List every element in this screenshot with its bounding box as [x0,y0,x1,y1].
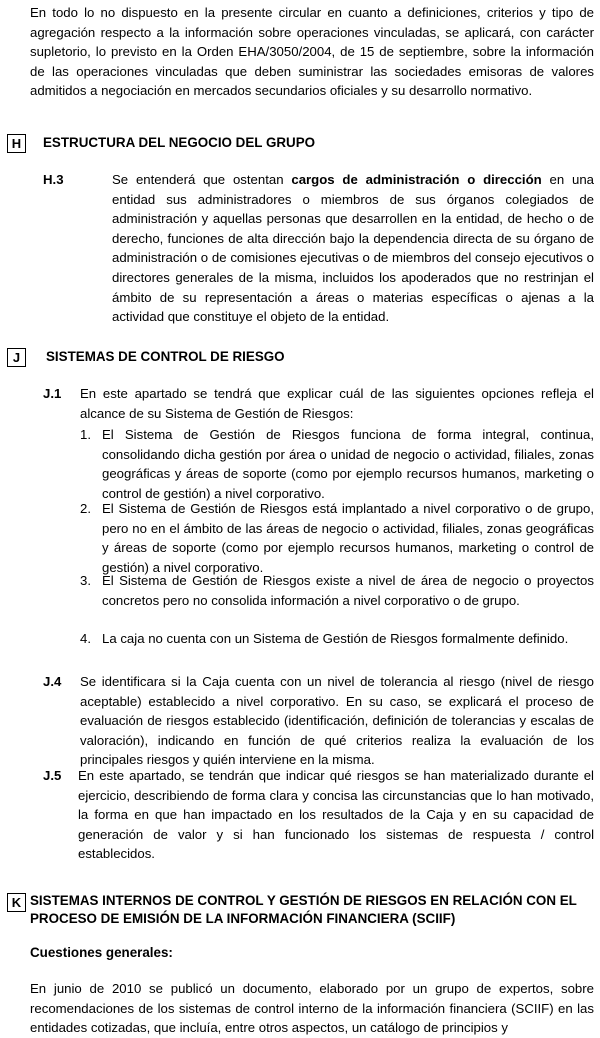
section-k-title: SISTEMAS INTERNOS DE CONTROL Y GESTIÓN DE RIESGOS EN RELACIÓN CON EL PROCESO DE EMISIÓN DE LA INFORMACIÓN FINANCIERA (SCIIF) [30,893,577,926]
section-k-letter-box: K [7,893,26,912]
intro-paragraph: En todo lo no dispuesto en la presente circular en cuanto a definiciones, criterios y tipo de agregación respecto a la información sobre operaciones vinculadas, se aplicará, con carácter supletorio, lo previsto en la Orden EHA/3050/2004, de 15 de septiembre, sobre la información de las operaciones vinculadas que deben suministrar las sociedades emisoras de valores admitidos a negociación en mercados secundarios oficiales y su desarrollo normativo. [30,5,594,99]
section-k-subheading: Cuestiones generales: [30,945,173,960]
option-1-text: El Sistema de Gestión de Riesgos funciona de forma integral, continua, consolidando dicha gestión por área o unidad de negocio o actividad, filiales, zonas geográficas y áreas de soporte (como por ejemplo recursos humanos, marketing o control de gestión) a nivel corporativo. [102,427,594,501]
option-2-text: El Sistema de Gestión de Riesgos está implantado a nivel corporativo o de grupo, pero no en el ámbito de las áreas de negocio o actividad, filiales, zonas geográficas y áreas de soporte (como por ejemplo recursos humanos, marketing o control de gestión) a nivel corporativo. [102,501,594,575]
option-3-text: El Sistema de Gestión de Riesgos existe a nivel de área de negocio o proyectos concretos pero no consolida información a nivel corporativo o de grupo. [102,573,594,608]
h3-text-after: en una entidad sus administradores o miembros de sus órganos colegiados de administración y aquellas personas que desarrollen en la entidad, de hecho o de derecho, funciones de alta dirección bajo la dependencia directa de su órgano de administración o de comisiones ejecutivas o de miembros del consejo ejecutivos o directores generales de la misma, incluidos los apoderados que no restrinjan el ámbito de su representación a áreas o materias específicas o ajenas a la actividad que constituye el objeto de la entidad. [112,172,595,325]
section-h-letter-box: H [7,134,26,153]
j4-paragraph: Se identificara si la Caja cuenta con un nivel de tolerancia al riesgo (nivel de riesgo aceptable) establecido a nivel corporativo. En su caso, se explicará el proceso de evaluación de riesgos establecido (identificación, definición de tolerancias y escalas de valoración), indicando en función de qué criterios realiza la evaluación de los principales riesgos y quién interviene en la misma. [80,674,594,768]
section-j-title: SISTEMAS DE CONTROL DE RIESGO [46,349,285,364]
j5-label: J.5 [43,768,62,783]
j4-label: J.4 [43,674,62,689]
option-2-number: 2. [80,501,91,516]
option-1-number: 1. [80,427,91,442]
section-h-title: ESTRUCTURA DEL NEGOCIO DEL GRUPO [43,135,316,150]
h3-label: H.3 [43,172,64,187]
h3-text-before: Se entenderá que ostentan [112,172,292,187]
section-k-paragraph: En junio de 2010 se publicó un documento, elaborado por un grupo de expertos, sobre recomendaciones de los sistemas de control interno de la información financiera (SCIIF) en las entidades cotizadas, que incluía, entre otros aspectos, un catálogo de principios y [30,981,594,1036]
j5-paragraph: En este apartado, se tendrán que indicar qué riesgos se han materializado durante el ejercicio, describiendo de forma clara y concisa las circunstancias que lo han motivado, la forma en que han impactado en los resultados de la Caja y en su capacidad de generación de valor y si han funcionado los sistemas de respuesta / control establecidos. [78,768,594,862]
j1-paragraph: En este apartado se tendrá que explicar cuál de las siguientes opciones refleja el alcance de su Sistema de Gestión de Riesgos: [80,386,594,421]
option-4-number: 4. [80,631,91,646]
h3-text-bold: cargos de administración o dirección [291,172,542,187]
option-3-number: 3. [80,573,91,588]
section-j-letter-box: J [7,348,26,367]
j1-label: J.1 [43,386,62,401]
option-4-text: La caja no cuenta con un Sistema de Gestión de Riesgos formalmente definido. [102,631,569,646]
h3-paragraph [112,170,594,327]
